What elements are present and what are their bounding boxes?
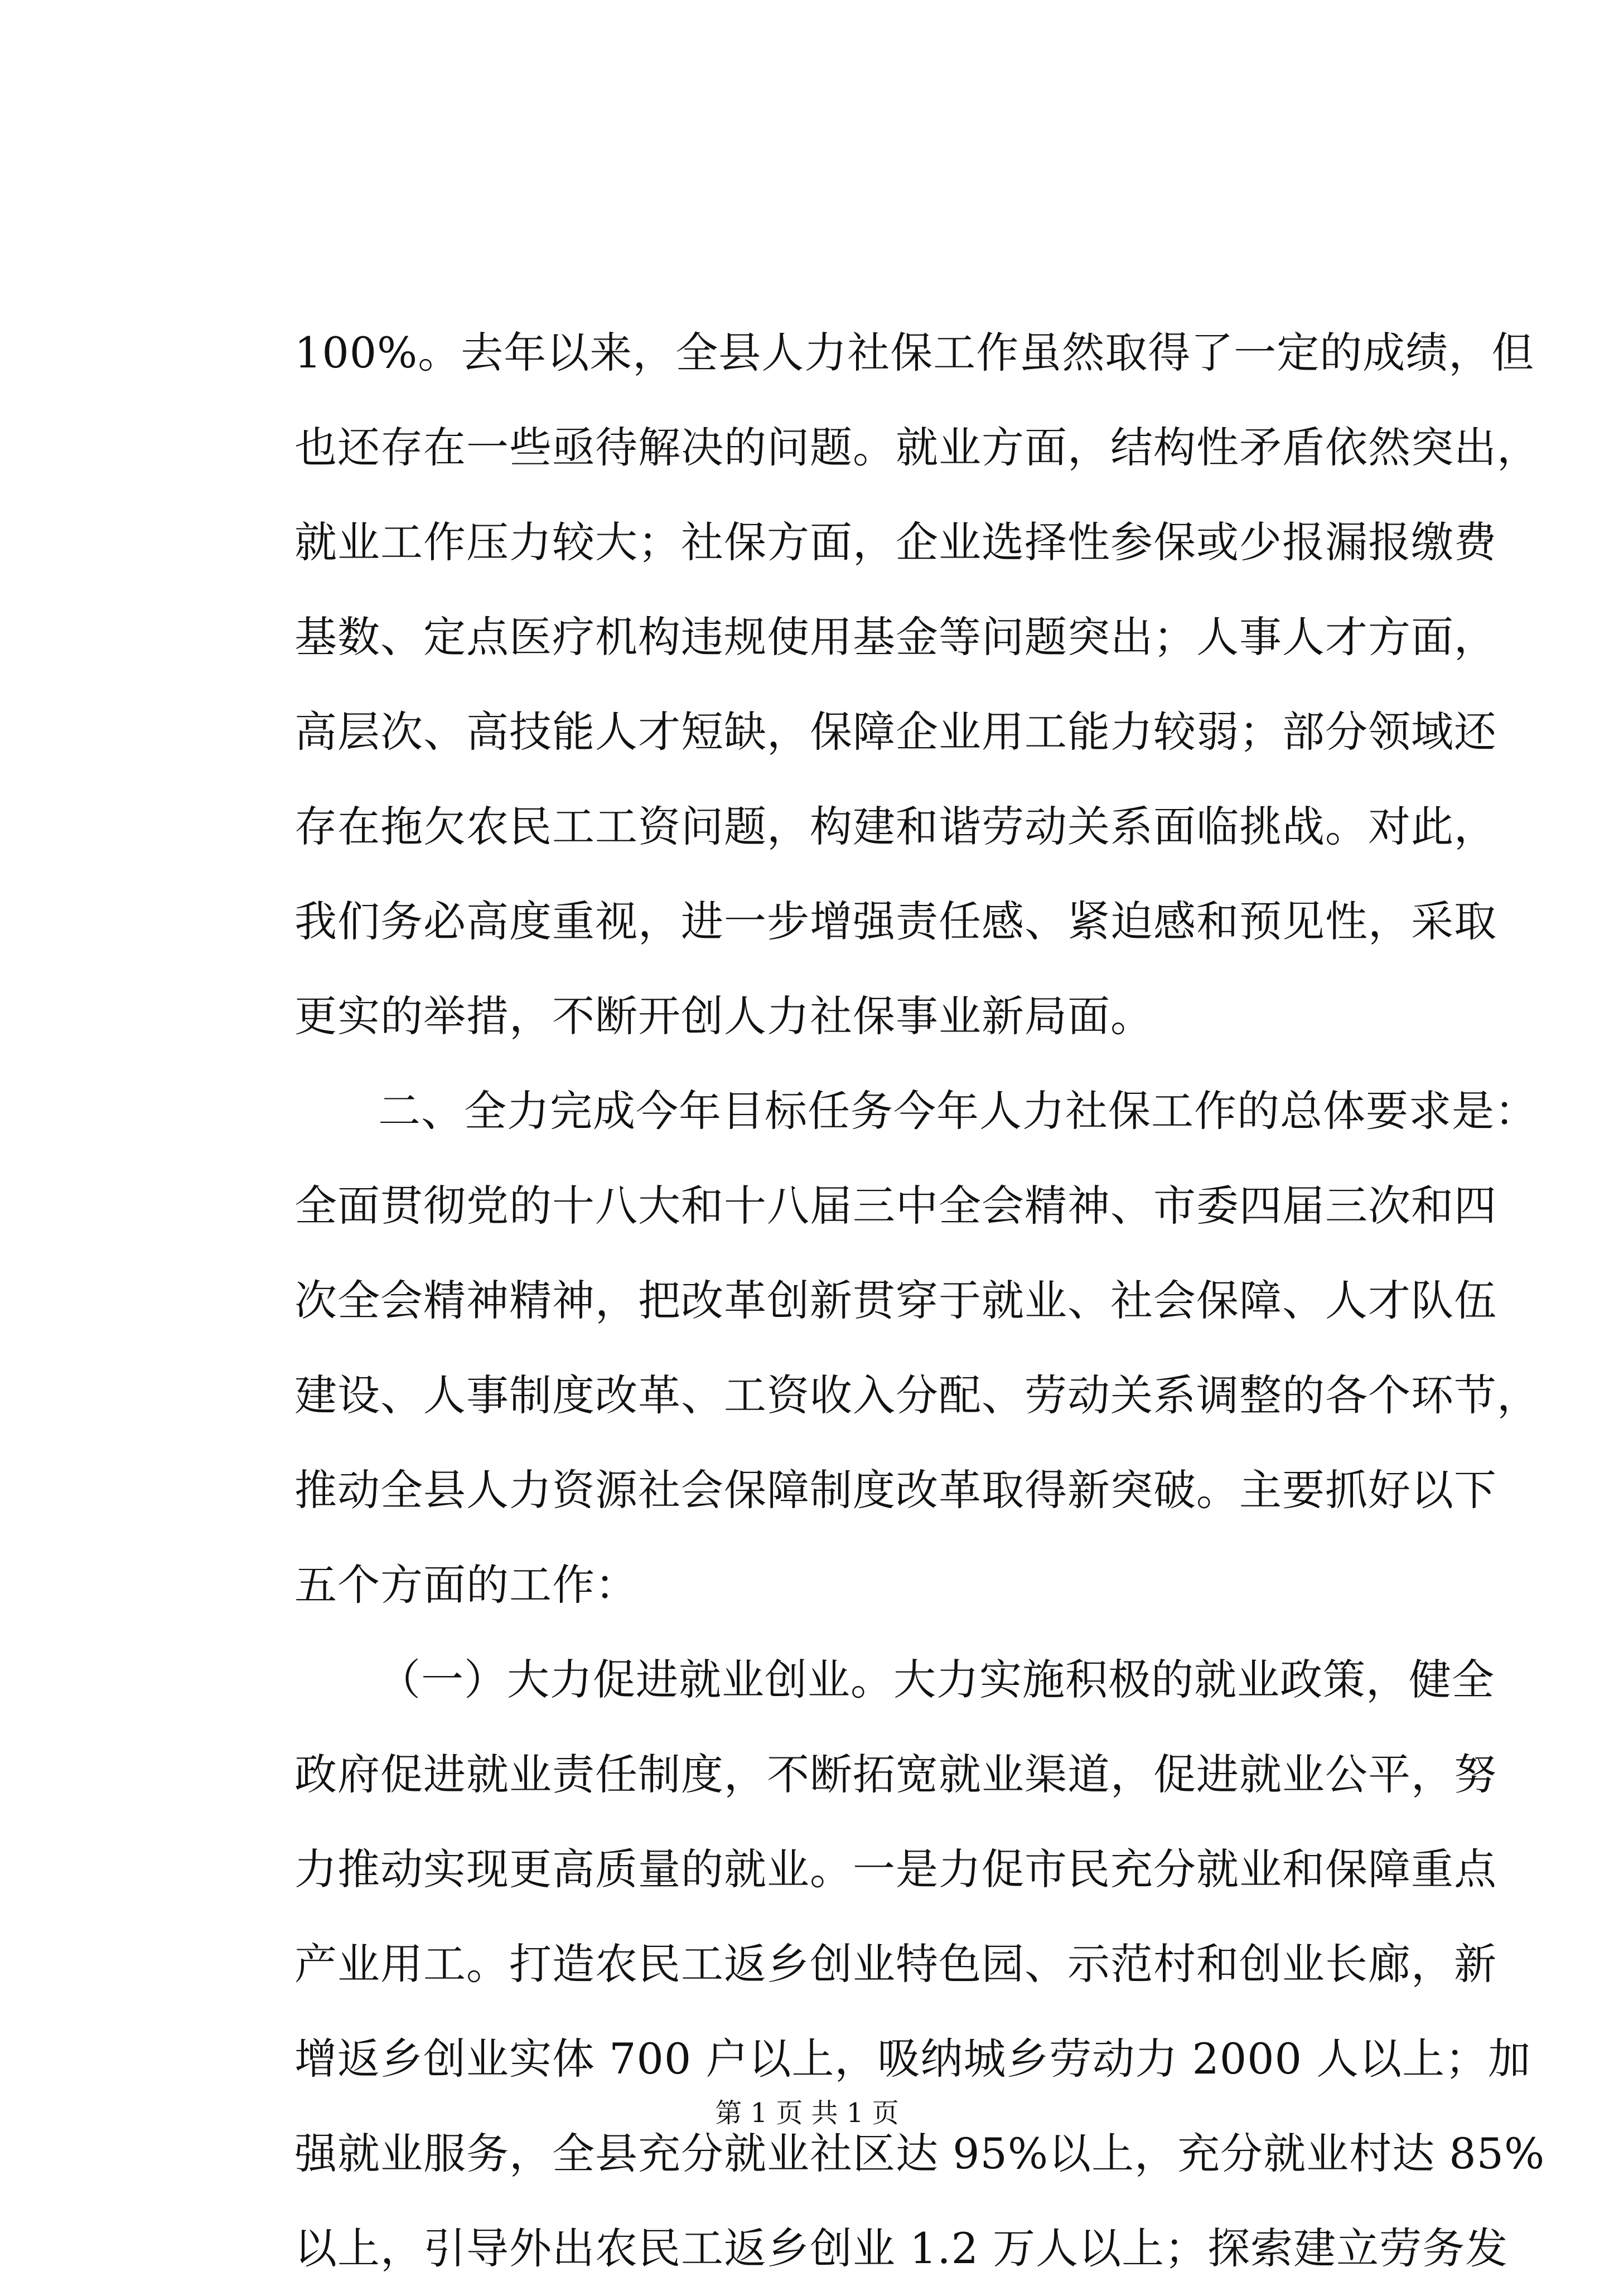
subsection-heading-1: （一）大力促进就业创业。大力实施积极的就业政策，健全 <box>378 1655 1495 1704</box>
text-line-17: 力推动实现更高质量的就业。一是力促市民充分就业和保障重点 <box>294 1844 1497 1894</box>
text-line-12: 建设、人事制度改革、工资收入分配、劳动关系调整的各个环节， <box>294 1370 1540 1420</box>
text-line-6: 存在拖欠农民工工资问题，构建和谐劳动关系面临挑战。对此， <box>294 802 1497 851</box>
section-heading-2: 二、全力完成今年目标任务今年人力社保工作的总体要求是： <box>378 1086 1538 1136</box>
text-line-13: 推动全县人力资源社会保障制度改革取得新突破。主要抓好以下 <box>294 1465 1497 1515</box>
document-body <box>294 306 1545 2296</box>
text-line-11: 次全会精神精神，把改革创新贯穿于就业、社会保障、人才队伍 <box>294 1276 1497 1325</box>
text-line-2: 也还存在一些亟待解决的问题。就业方面，结构性矛盾依然突出， <box>294 423 1540 472</box>
text-line-3: 就业工作压力较大；社保方面，企业选择性参保或少报漏报缴费 <box>294 517 1497 567</box>
text-line-10: 全面贯彻党的十八大和十八届三中全会精神、市委四届三次和四 <box>294 1181 1497 1231</box>
text-line-21: 以上，引导外出农民工返乡创业 1.2 万人以上；探索建立劳务发 <box>294 2224 1509 2273</box>
text-line-1: 100%。去年以来，全县人力社保工作虽然取得了一定的成绩，但 <box>294 328 1535 377</box>
text-line-8: 更实的举措，不断开创人力社保事业新局面。 <box>294 991 1153 1041</box>
page-footer: 第 1 页 共 1 页 <box>715 2098 899 2129</box>
text-line-20: 强就业服务，全县充分就业社区达 95%以上，充分就业村达 85% <box>294 2129 1545 2178</box>
text-line-18: 产业用工。打造农民工返乡创业特色园、示范村和创业长廊，新 <box>294 1939 1497 1989</box>
text-line-7: 我们务必高度重视，进一步增强责任感、紧迫感和预见性，采取 <box>294 897 1497 946</box>
text-line-19: 增返乡创业实体 700 户以上，吸纳城乡劳动力 2000 人以上；加 <box>294 2034 1531 2084</box>
text-line-16: 政府促进就业责任制度，不断拓宽就业渠道，促进就业公平，努 <box>294 1750 1497 1799</box>
text-line-4: 基数、定点医疗机构违规使用基金等问题突出；人事人才方面， <box>294 612 1497 662</box>
text-line-14: 五个方面的工作： <box>294 1560 638 1610</box>
text-line-5: 高层次、高技能人才短缺，保障企业用工能力较弱；部分领域还 <box>294 707 1497 757</box>
